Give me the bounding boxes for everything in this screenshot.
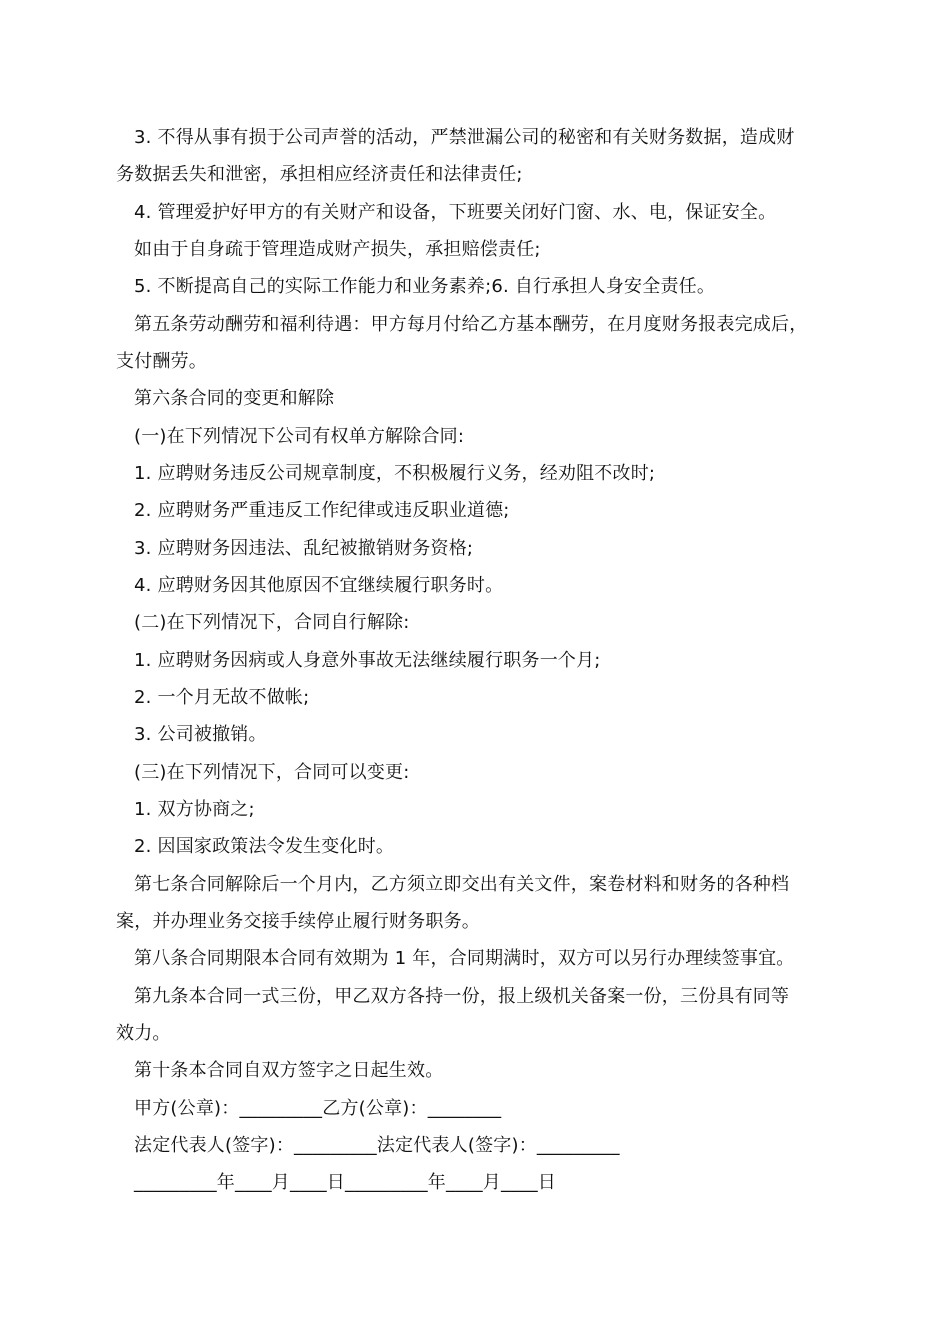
clause-4-item-5-6: 5. 不断提高自己的实际工作能力和业务素养;6. 自行承担人身安全责任。 — [134, 276, 716, 297]
clause-4-item-3-line-2: 务数据丢失和泄密，承担相应经济责任和法律责任; — [116, 164, 523, 185]
clause-6-section-3-item-2: 2. 因国家政策法令发生变化时。 — [134, 836, 395, 857]
clause-6-section-3: (三)在下列情况下，合同可以变更: — [134, 762, 410, 783]
clause-6-section-3-item-1: 1. 双方协商之; — [134, 799, 255, 820]
clause-6-section-1-item-1: 1. 应聘财务违反公司规章制度，不积极履行义务，经劝阻不改时; — [134, 463, 656, 484]
clause-6-section-1-item-3: 3. 应聘财务因违法、乱纪被撤销财务资格; — [134, 538, 474, 559]
clause-6-section-2: (二)在下列情况下，合同自行解除: — [134, 612, 410, 633]
clause-4-item-4: 4. 管理爱护好甲方的有关财产和设备，下班要关闭好门窗、水、电，保证安全。 — [134, 202, 777, 223]
clause-4-item-3-line-1: 3. 不得从事有损于公司声誉的活动，严禁泄漏公司的秘密和有关财务数据，造成财 — [134, 127, 795, 148]
clause-6-section-1: (一)在下列情况下公司有权单方解除合同: — [134, 426, 465, 447]
clause-6-section-1-item-2: 2. 应聘财务严重违反工作纪律或违反职业道德; — [134, 500, 510, 521]
clause-6-heading: 第六条合同的变更和解除 — [134, 388, 335, 409]
clause-6-section-1-item-4: 4. 应聘财务因其他原因不宜继续履行职务时。 — [134, 575, 504, 596]
clause-4-item-4-note: 如由于自身疏于管理造成财产损失，承担赔偿责任; — [134, 239, 541, 260]
signing-dates-line: _________年____月____日_________年____月____日 — [134, 1172, 556, 1193]
party-seals-line: 甲方(公章)：_________乙方(公章)：________ — [134, 1098, 502, 1119]
clause-6-section-2-item-2: 2. 一个月无故不做帐; — [134, 687, 310, 708]
clause-6-section-2-item-1: 1. 应聘财务因病或人身意外事故无法继续履行职务一个月; — [134, 650, 601, 671]
clause-8: 第八条合同期限本合同有效期为 1 年，合同期满时，双方可以另行办理续签事宜。 — [134, 948, 795, 969]
clause-5-line-1: 第五条劳动酬劳和福利待遇：甲方每月付给乙方基本酬劳，在月度财务报表完成后， — [134, 314, 808, 335]
clause-7-line-2: 案，并办理业务交接手续停止履行财务职务。 — [116, 911, 480, 932]
clause-6-section-2-item-3: 3. 公司被撤销。 — [134, 724, 267, 745]
clause-5-line-2: 支付酬劳。 — [116, 351, 207, 372]
representative-signatures-line: 法定代表人(签字)：_________法定代表人(签字)：_________ — [134, 1135, 620, 1156]
clause-7-line-1: 第七条合同解除后一个月内，乙方须立即交出有关文件，案卷材料和财务的各种档 — [134, 874, 790, 895]
clause-9-line-2: 效力。 — [116, 1023, 171, 1044]
clause-9-line-1: 第九条本合同一式三份，甲乙双方各持一份，报上级机关备案一份，三份具有同等 — [134, 986, 790, 1007]
clause-10: 第十条本合同自双方签字之日起生效。 — [134, 1060, 444, 1081]
